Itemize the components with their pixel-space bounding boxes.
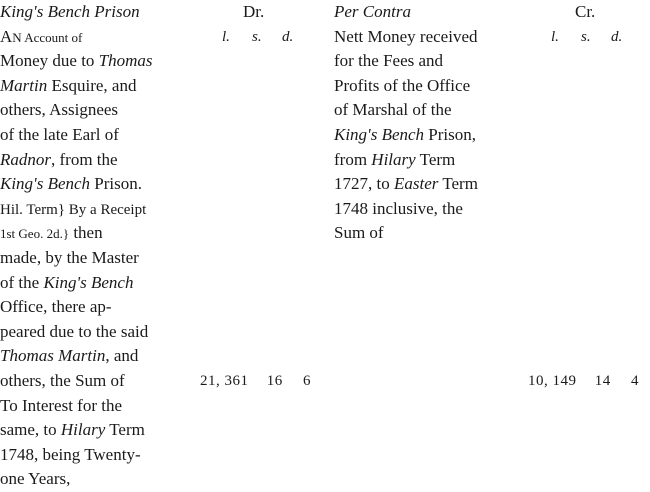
right-text-segment: Nett Money received <box>334 26 478 46</box>
right-text-segment: Hilary <box>371 149 416 169</box>
left-text-segment: of the late Earl of <box>0 124 119 144</box>
right-text-line <box>334 172 534 197</box>
right-text-line <box>334 197 534 222</box>
left-text-segment: , and <box>105 346 139 366</box>
right-text-segment: of Marshal of the <box>334 100 452 120</box>
right-text-line <box>334 98 534 123</box>
right-text-line <box>334 74 534 99</box>
left-text-line <box>0 221 190 246</box>
left-text-line <box>0 271 190 296</box>
left-text-line <box>0 467 190 492</box>
left-amount-shillings: 16 <box>266 373 283 389</box>
left-pence-label: d. <box>282 28 294 45</box>
right-text-segment: from <box>334 149 372 169</box>
left-text-segment: Hil. Term} By a Receipt <box>0 201 147 218</box>
right-lsd-header <box>551 25 622 50</box>
cr-label: Cr. <box>575 2 596 21</box>
left-text-segment: Esquire, and <box>47 75 137 95</box>
right-text-line <box>334 25 534 50</box>
left-text-line <box>0 443 190 468</box>
right-text-segment: King's Bench <box>334 124 425 144</box>
dr-label: Dr. <box>243 2 265 21</box>
left-text-segment: A <box>0 26 13 46</box>
left-text-segment: Radnor <box>0 149 51 169</box>
left-text-line <box>0 74 190 99</box>
right-text-segment: Term <box>438 174 478 194</box>
left-text-line <box>0 197 190 222</box>
credit-column <box>334 0 534 246</box>
left-text-line <box>0 148 190 173</box>
left-text-segment: Hilary <box>60 420 106 440</box>
right-text-segment: for the Fees and <box>334 51 444 71</box>
left-heading: King's Bench Prison <box>0 2 140 21</box>
left-text-line <box>0 49 190 74</box>
left-text-segment: others, Assignees <box>0 100 119 120</box>
left-text-segment: Money due to <box>0 51 99 71</box>
right-text-line <box>334 148 534 173</box>
left-shillings-label: s. <box>252 28 262 45</box>
right-text-segment: Prison, <box>424 124 477 144</box>
left-text-segment: one Years, <box>0 469 71 489</box>
right-text-block <box>334 25 534 246</box>
left-pounds-label: l. <box>222 28 230 45</box>
left-amount-pence: 6 <box>303 373 311 389</box>
left-text-segment: Prison. <box>90 174 143 194</box>
left-text-segment: then <box>69 223 103 243</box>
right-text-segment: 1727, to <box>334 174 394 194</box>
right-text-line <box>334 123 534 148</box>
left-text-segment: , from the <box>51 149 118 169</box>
left-amount <box>200 369 311 394</box>
right-pounds-label: l. <box>551 28 559 45</box>
left-text-line <box>0 25 190 50</box>
left-text-segment: others, the Sum of <box>0 370 125 390</box>
left-text-segment: Thomas Martin <box>0 346 106 366</box>
left-text-line <box>0 172 190 197</box>
left-text-segment: 1748, being Twenty- <box>0 444 141 464</box>
debit-column <box>0 0 190 492</box>
left-text-line <box>0 418 190 443</box>
right-text-line <box>334 221 534 246</box>
right-shillings-label: s. <box>581 28 591 45</box>
left-lsd-header <box>222 25 293 50</box>
left-text-segment: of the <box>0 272 44 292</box>
left-text-segment: King's Bench <box>0 174 91 194</box>
right-text-segment: Sum of <box>334 223 384 243</box>
left-text-segment: King's Bench <box>43 272 134 292</box>
right-amount-pounds: 10, 149 <box>528 373 577 389</box>
left-text-segment: peared due to the said <box>0 321 149 341</box>
left-text-segment: Martin <box>0 75 48 95</box>
left-text-segment: N Account of <box>12 29 83 45</box>
left-text-line <box>0 295 190 320</box>
left-text-line <box>0 123 190 148</box>
left-text-block <box>0 25 190 492</box>
left-text-line <box>0 369 190 394</box>
right-text-segment: 1748 inclusive, the <box>334 198 463 218</box>
left-amount-pounds: 21, 361 <box>200 373 249 389</box>
left-text-segment: Term <box>105 420 145 440</box>
left-text-line <box>0 98 190 123</box>
right-text-segment: Profits of the Office <box>334 75 471 95</box>
left-text-segment: Office, there ap- <box>0 297 112 317</box>
right-text-segment: Term <box>415 149 456 169</box>
left-text-segment: To Interest for the <box>0 395 123 415</box>
right-pence-label: d. <box>611 28 623 45</box>
left-text-segment: Thomas <box>98 51 153 71</box>
left-text-line <box>0 394 190 419</box>
left-text-segment: 1st Geo. 2d.} <box>0 226 70 242</box>
right-heading: Per Contra <box>334 2 411 21</box>
left-text-line <box>0 320 190 345</box>
right-text-line <box>334 49 534 74</box>
right-amount <box>528 369 639 394</box>
right-amount-shillings: 14 <box>594 373 611 389</box>
left-text-segment: made, by the Master <box>0 247 139 267</box>
right-amount-pence: 4 <box>631 373 639 389</box>
left-text-line <box>0 344 190 369</box>
right-text-segment: Easter <box>393 174 439 194</box>
left-text-segment: same, to <box>0 420 61 440</box>
left-text-line <box>0 246 190 271</box>
